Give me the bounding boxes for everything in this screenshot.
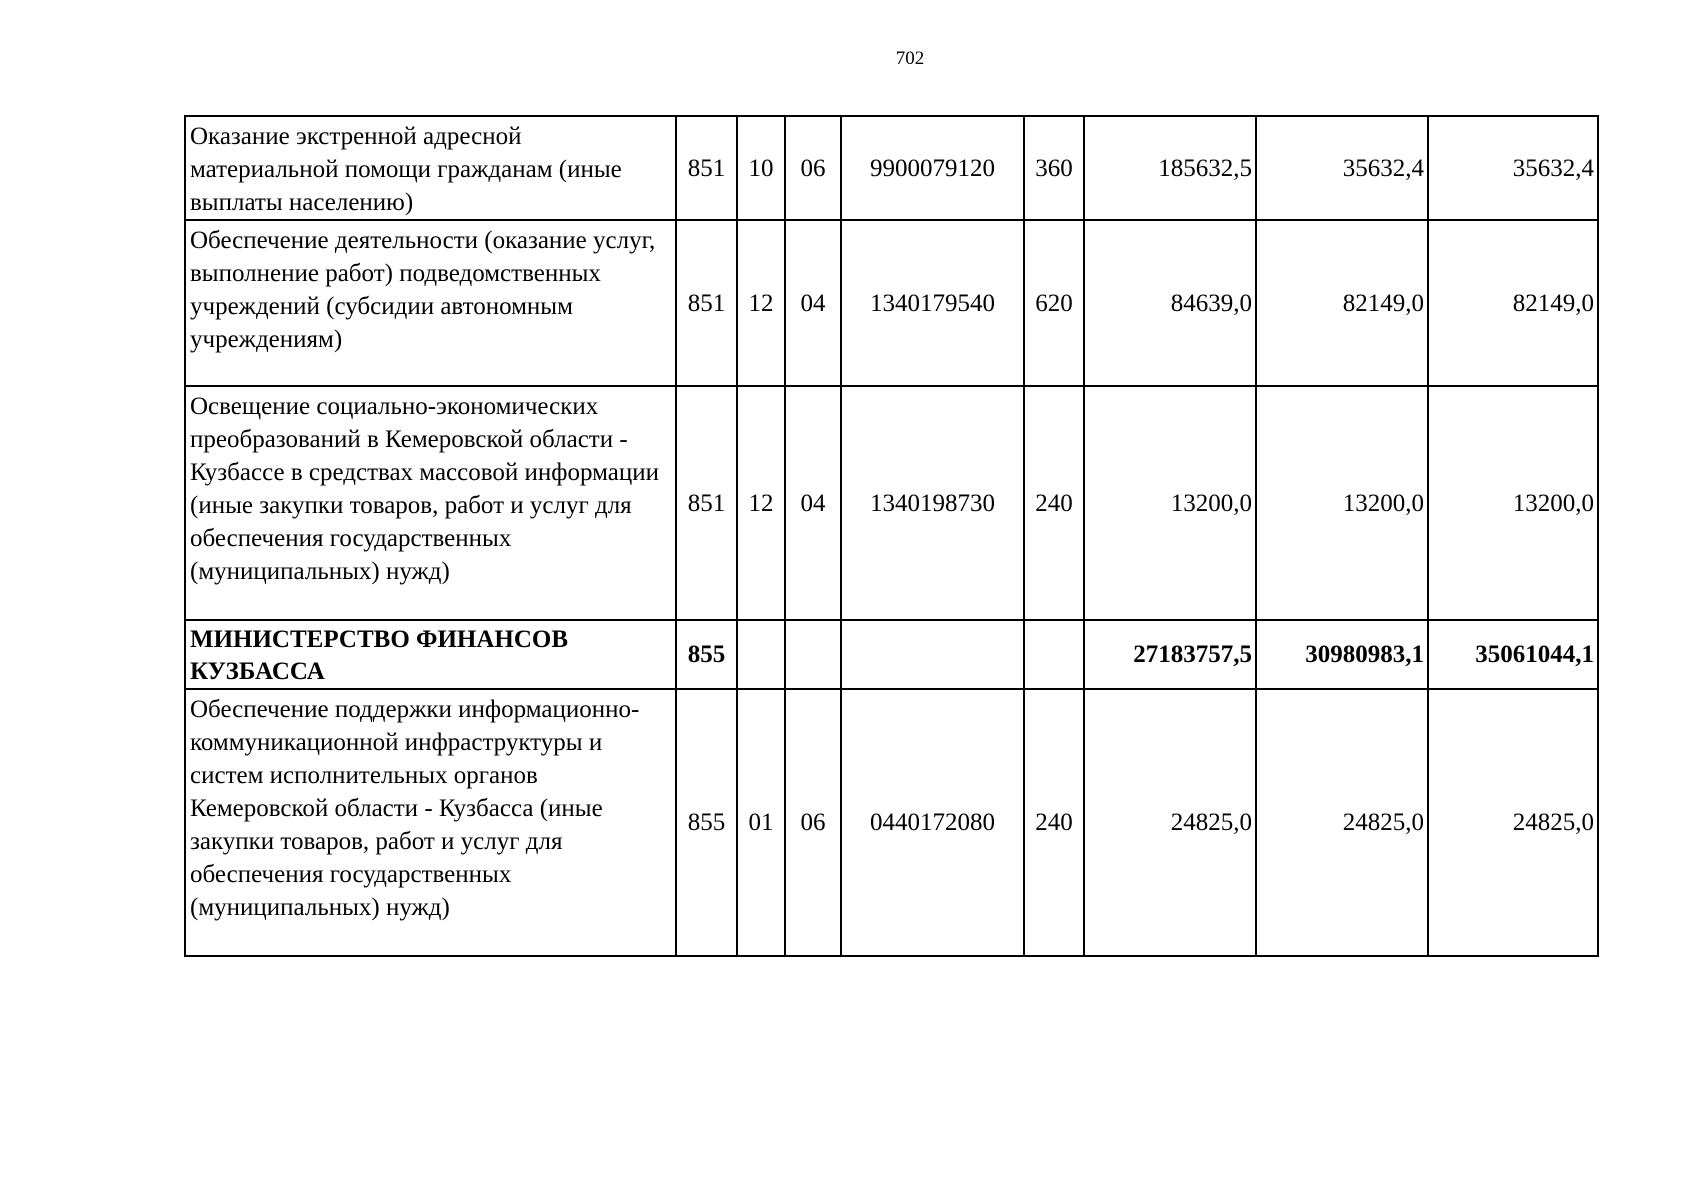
department-code-cell: 855 (676, 620, 737, 689)
subsection-code-cell (785, 620, 841, 689)
expense-type-code-cell: 240 (1024, 386, 1084, 620)
amount-year-1-cell: 24825,0 (1084, 689, 1256, 956)
amount-year-1-cell: 27183757,5 (1084, 620, 1256, 689)
amount-year-2-cell: 30980983,1 (1256, 620, 1428, 689)
amount-year-3-cell: 82149,0 (1428, 220, 1598, 386)
department-code-cell: 851 (676, 386, 737, 620)
section-code-cell (737, 620, 785, 689)
amount-year-2-cell: 13200,0 (1256, 386, 1428, 620)
page-number: 702 (895, 48, 925, 69)
section-code-cell: 01 (737, 689, 785, 956)
amount-year-1-cell: 84639,0 (1084, 220, 1256, 386)
subsection-code-cell: 04 (785, 386, 841, 620)
expense-type-code-cell: 360 (1024, 116, 1084, 220)
row-name-cell: Обеспечение поддержки информационно-коммуникационной инфраструктуры и систем исполнительных органов Кемеровской области - Кузбасса (иные закупки товаров, работ и услуг для обеспечения государственных (муниципальных) нужд) (185, 689, 676, 956)
row-name-cell: МИНИСТЕРСТВО ФИНАНСОВ КУЗБАССА (185, 620, 676, 689)
amount-year-2-cell: 35632,4 (1256, 116, 1428, 220)
amount-year-3-cell: 13200,0 (1428, 386, 1598, 620)
budget-table (184, 115, 1599, 957)
row-name-cell: Освещение социально-экономических преобразований в Кемеровской области - Кузбассе в средствах массовой информации (иные закупки товаров, работ и услуг для обеспечения государственных (муниципальных) нужд) (185, 386, 676, 620)
amount-year-2-cell: 24825,0 (1256, 689, 1428, 956)
amount-year-1-cell: 13200,0 (1084, 386, 1256, 620)
table-row (185, 689, 1598, 956)
target-article-code-cell: 1340198730 (841, 386, 1024, 620)
subsection-code-cell: 06 (785, 689, 841, 956)
amount-year-3-cell: 35632,4 (1428, 116, 1598, 220)
section-code-cell: 10 (737, 116, 785, 220)
department-code-cell: 851 (676, 220, 737, 386)
target-article-code-cell: 0440172080 (841, 689, 1024, 956)
expense-type-code-cell: 620 (1024, 220, 1084, 386)
amount-year-2-cell: 82149,0 (1256, 220, 1428, 386)
section-code-cell: 12 (737, 386, 785, 620)
target-article-code-cell (841, 620, 1024, 689)
department-code-cell: 855 (676, 689, 737, 956)
expense-type-code-cell (1024, 620, 1084, 689)
row-name-cell: Обеспечение деятельности (оказание услуг, выполнение работ) подведомственных учреждений (субсидии автономным учреждениям) (185, 220, 676, 386)
target-article-code-cell: 9900079120 (841, 116, 1024, 220)
subsection-code-cell: 06 (785, 116, 841, 220)
table-row (185, 620, 1598, 689)
table-row (185, 116, 1598, 220)
amount-year-1-cell: 185632,5 (1084, 116, 1256, 220)
subsection-code-cell: 04 (785, 220, 841, 386)
department-code-cell: 851 (676, 116, 737, 220)
section-code-cell: 12 (737, 220, 785, 386)
expense-type-code-cell: 240 (1024, 689, 1084, 956)
amount-year-3-cell: 35061044,1 (1428, 620, 1598, 689)
table-row (185, 386, 1598, 620)
target-article-code-cell: 1340179540 (841, 220, 1024, 386)
table-row (185, 220, 1598, 386)
row-name-cell: Оказание экстренной адресной материальной помощи гражданам (иные выплаты населению) (185, 116, 676, 220)
amount-year-3-cell: 24825,0 (1428, 689, 1598, 956)
